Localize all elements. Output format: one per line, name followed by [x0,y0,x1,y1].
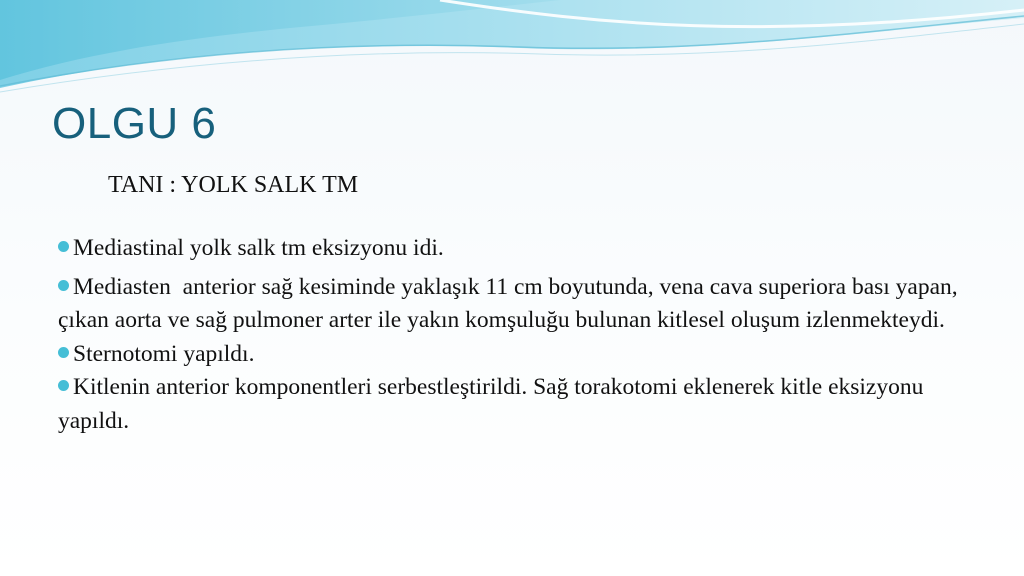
bullet-icon [58,380,69,391]
list-item [58,338,978,372]
list-item [58,232,978,266]
bullet-icon [58,280,69,291]
bullet-text: Sternotomi yapıldı. [73,340,255,367]
bullet-text: Mediastinal yolk salk tm eksizyonu idi. [73,235,444,261]
bullet-icon [58,241,69,252]
slide-subtitle: TANI : YOLK SALK TM [108,172,359,198]
slide-title: OLGU 6 [52,99,217,148]
bullet-icon [58,347,69,358]
list-item [58,371,978,438]
header-wave-decoration [0,0,1024,110]
bullet-text: Mediasten anterior sağ kesiminde yaklaşık 11 cm boyutunda, vena cava superiora bası yapan, çıkan aorta ve sağ pulmoner arter ile yakın komşuluğu bulunan kitlesel oluşum izlenmekteydi. [58,273,964,333]
bullet-list [58,232,978,438]
list-item [58,271,978,338]
bullet-text: Kitlenin anterior komponentleri serbestleştirildi. Sağ torakotomi eklenerek kitle eksizyonu yapıldı. [58,374,924,434]
